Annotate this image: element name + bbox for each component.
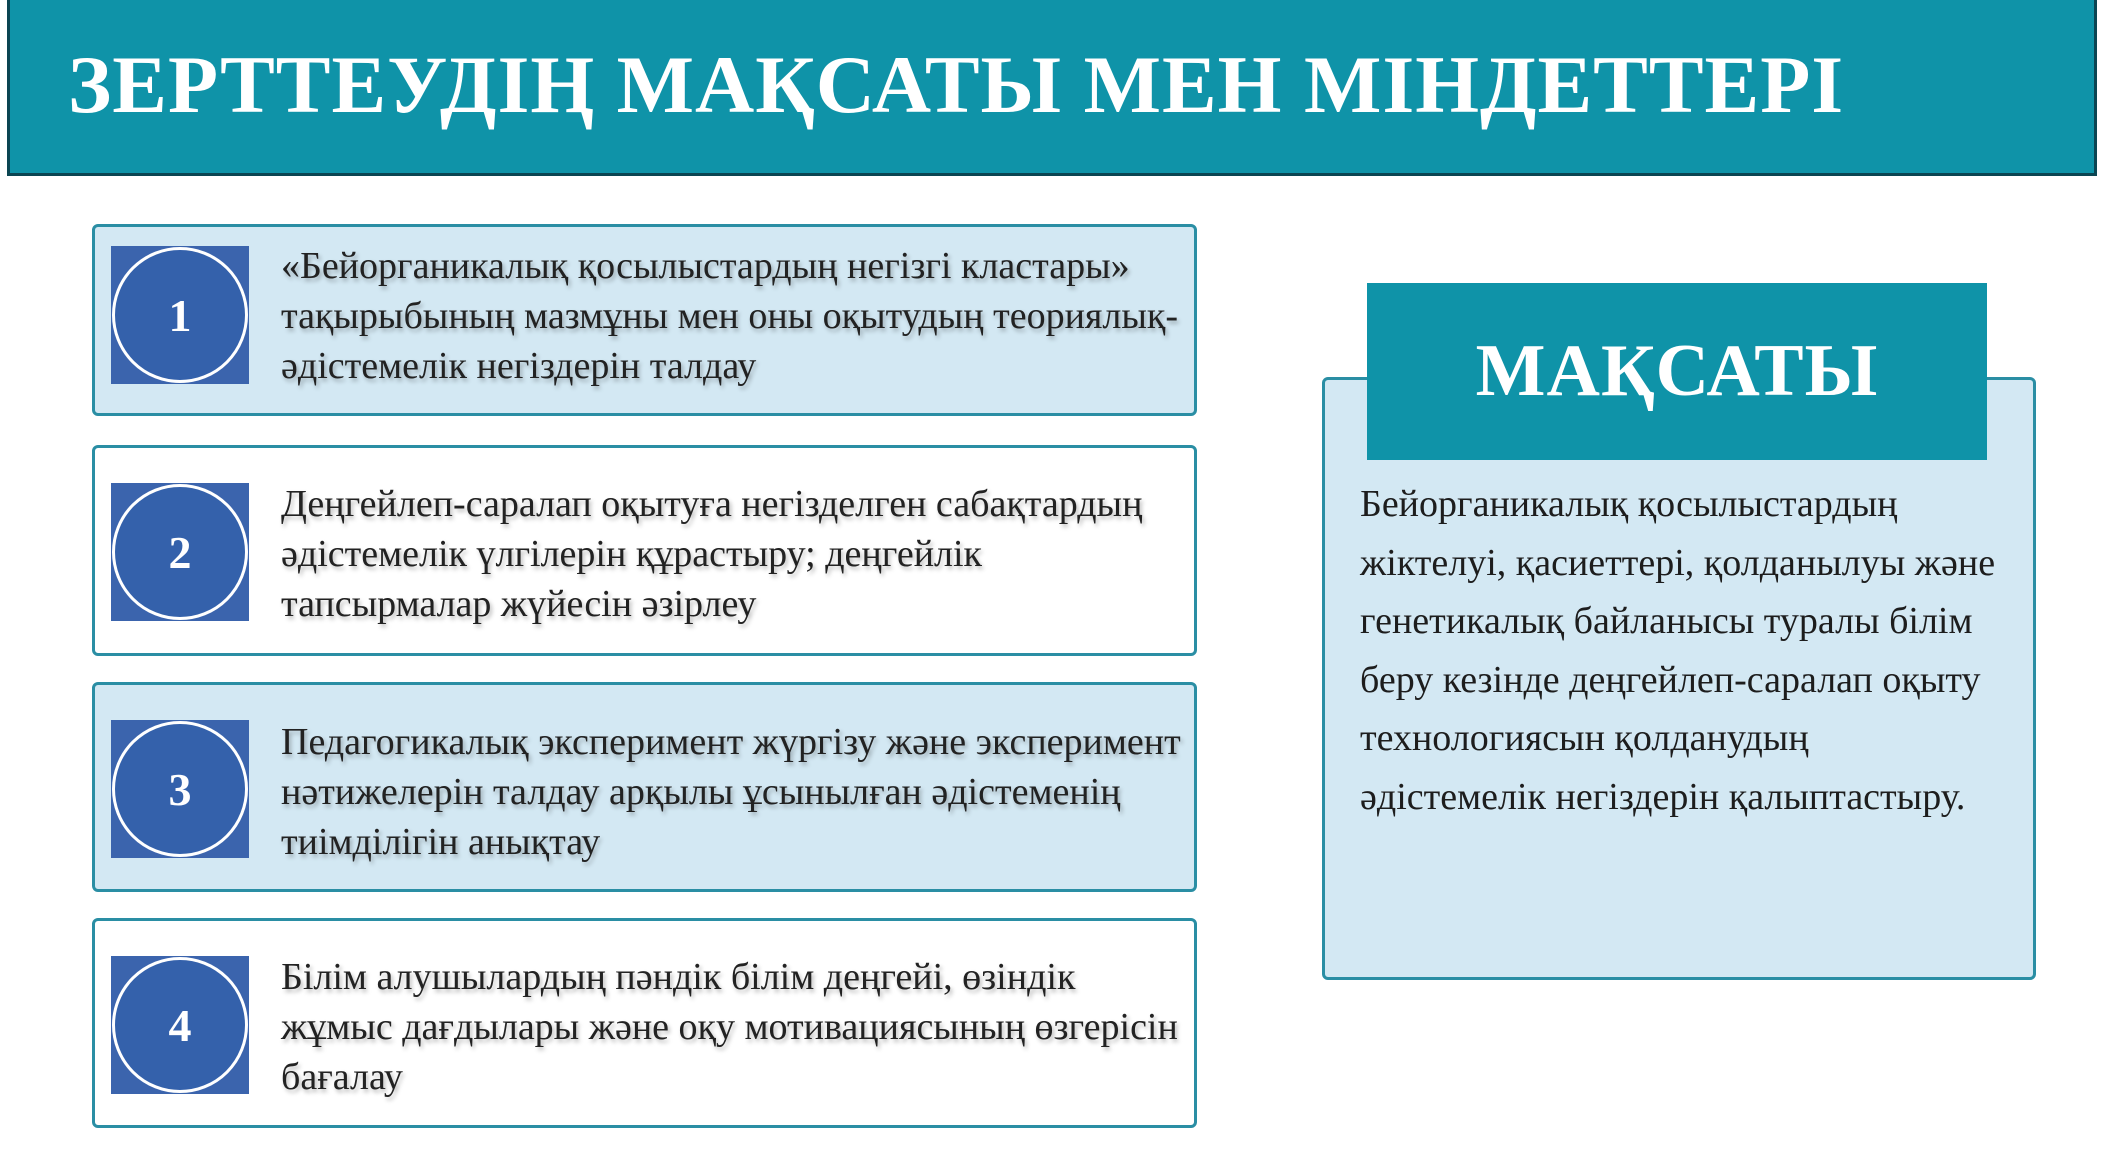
task-number: 3	[112, 721, 248, 857]
task-number-badge	[111, 956, 249, 1094]
task-card-3	[92, 682, 1197, 892]
task-text: «Бейорганикалық қосылыстардың негізгі кластары» тақырыбының мазмұны мен оны оқытудың теориялық-әдістемелік негіздерін талдау	[281, 245, 1178, 387]
task-number: 4	[112, 957, 248, 1093]
page-title: ЗЕРТТЕУДІҢ МАҚСАТЫ МЕН МІНДЕТТЕРІ	[68, 39, 1845, 130]
goal-text: Бейорганикалық қосылыстардың жіктелуі, қасиеттері, қолданылуы және генетикалық байланысы туралы білім беру кезінде деңгейлеп-саралап оқыту технологиясын қолданудың әдістемелік негіздерін қалыптастыру.	[1360, 483, 1996, 818]
task-number: 2	[112, 484, 248, 620]
title-banner	[7, 0, 2097, 176]
task-text: Білім алушылардың пәндік білім деңгейі, өзіндік жұмыс дағдылары және оқу мотивациясының өзгерісін бағалау	[281, 956, 1178, 1098]
goal-title: МАҚСАТЫ	[1367, 283, 1987, 460]
task-card-1	[92, 224, 1197, 416]
task-number-badge	[111, 720, 249, 858]
task-text: Деңгейлеп-саралап оқытуға негізделген сабақтардың әдістемелік үлгілерін құрастыру; деңгейлік тапсырмалар жүйесін әзірлеу	[281, 483, 1143, 625]
task-card-4	[92, 918, 1197, 1128]
task-number: 1	[112, 247, 248, 383]
task-number-badge	[111, 483, 249, 621]
task-number-badge	[111, 246, 249, 384]
task-text: Педагогикалық эксперимент жүргізу және эксперимент нәтижелерін талдау арқылы ұсынылған әдістеменің тиімділігін анықтау	[281, 721, 1181, 863]
task-card-2	[92, 445, 1197, 656]
